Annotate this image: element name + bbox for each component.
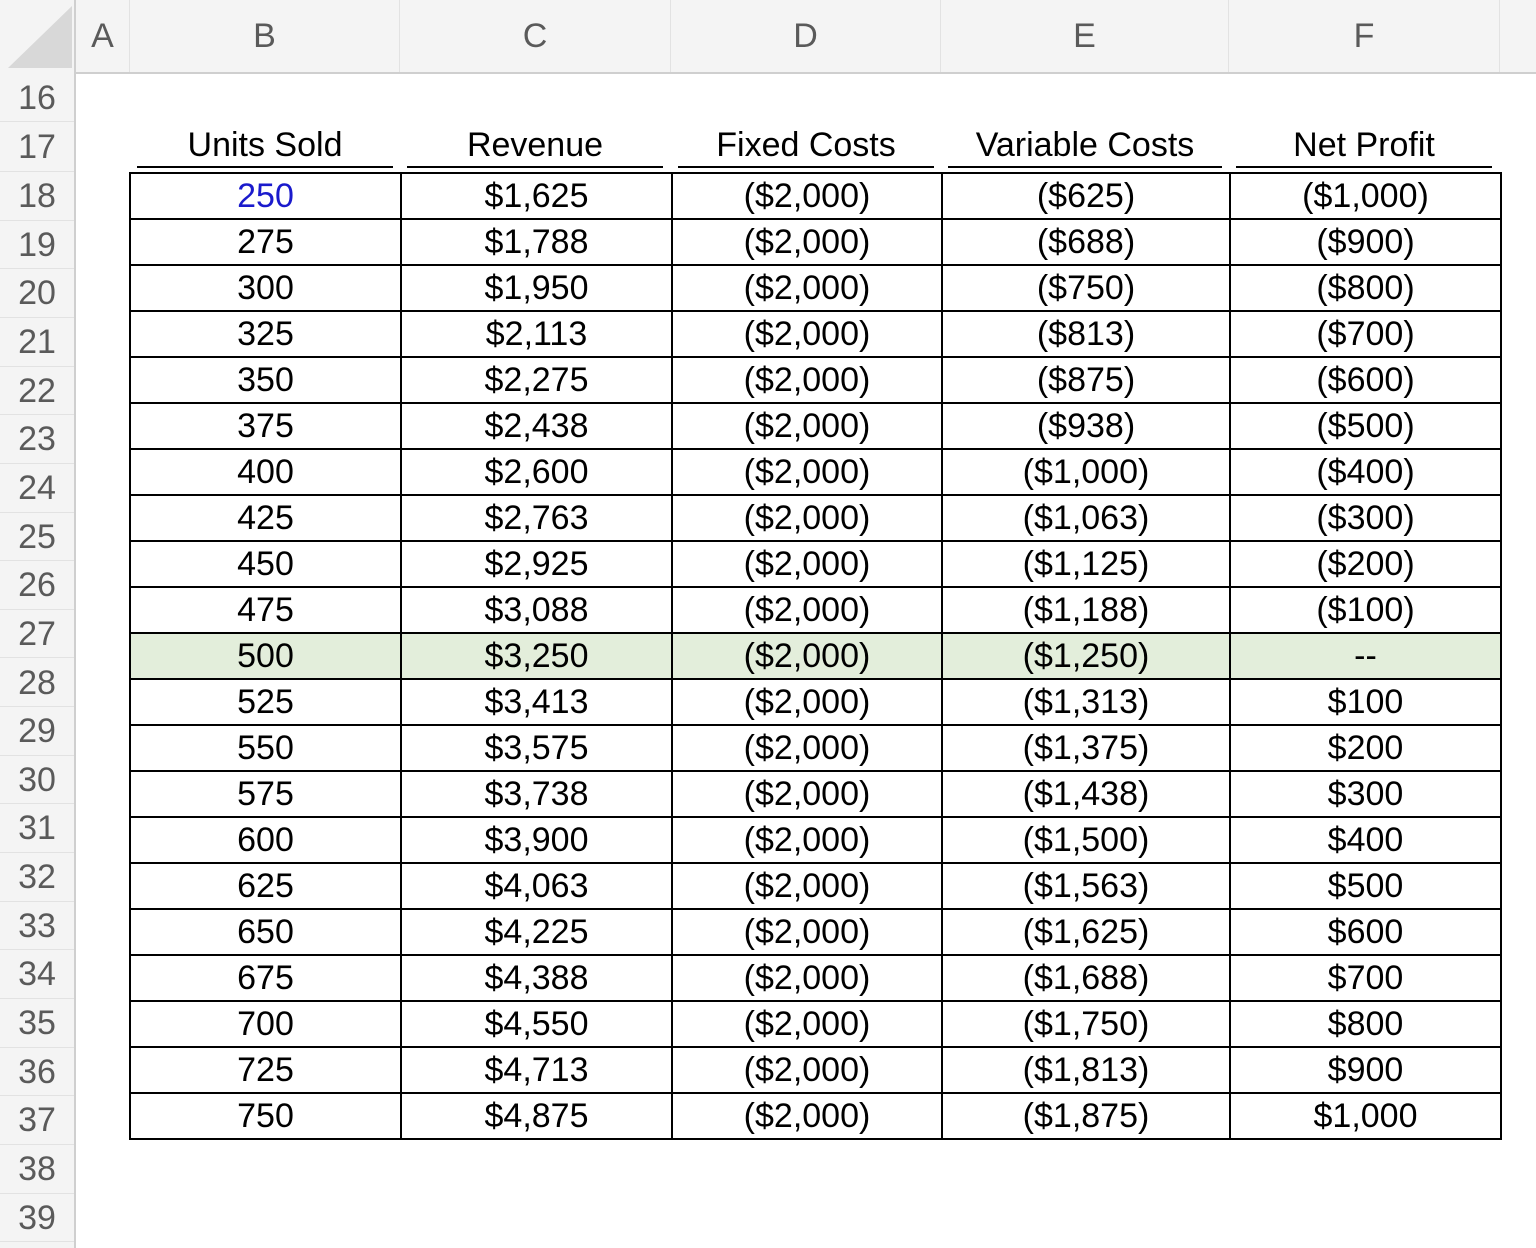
row-header-34[interactable]: 34 bbox=[0, 950, 74, 999]
cell-variable-costs[interactable]: ($1,750) bbox=[942, 1001, 1230, 1047]
header-fixed-costs[interactable]: Fixed Costs bbox=[678, 122, 934, 168]
breakeven-table bbox=[129, 172, 1502, 1140]
cell-revenue[interactable]: $4,063 bbox=[401, 863, 672, 909]
cell-variable-costs[interactable]: ($1,688) bbox=[942, 955, 1230, 1001]
cell-net-profit[interactable]: $100 bbox=[1230, 679, 1501, 725]
cell-net-profit[interactable]: $1,000 bbox=[1230, 1093, 1501, 1139]
cell-net-profit[interactable]: ($400) bbox=[1230, 449, 1501, 495]
row-header-22[interactable]: 22 bbox=[0, 367, 74, 416]
cell-units-sold[interactable]: 425 bbox=[130, 495, 401, 541]
cell-net-profit[interactable]: ($600) bbox=[1230, 357, 1501, 403]
cell-net-profit[interactable]: $200 bbox=[1230, 725, 1501, 771]
cell-revenue[interactable]: $1,950 bbox=[401, 265, 672, 311]
cell-variable-costs[interactable]: ($875) bbox=[942, 357, 1230, 403]
row-header-30[interactable]: 30 bbox=[0, 756, 74, 805]
cell-revenue[interactable]: $2,113 bbox=[401, 311, 672, 357]
cell-variable-costs[interactable]: ($750) bbox=[942, 265, 1230, 311]
row-header-29[interactable]: 29 bbox=[0, 707, 74, 756]
row-header-26[interactable]: 26 bbox=[0, 561, 74, 610]
cell-net-profit[interactable]: -- bbox=[1230, 633, 1501, 679]
cell-fixed-costs[interactable]: ($2,000) bbox=[672, 357, 942, 403]
cell-units-sold[interactable]: 325 bbox=[130, 311, 401, 357]
cell-units-sold[interactable]: 400 bbox=[130, 449, 401, 495]
cell-variable-costs[interactable]: ($1,625) bbox=[942, 909, 1230, 955]
table-row bbox=[130, 1093, 1501, 1139]
cell-variable-costs[interactable]: ($688) bbox=[942, 219, 1230, 265]
table-row bbox=[130, 357, 1501, 403]
table-row bbox=[130, 817, 1501, 863]
row-header-37[interactable]: 37 bbox=[0, 1096, 74, 1145]
header-variable-costs[interactable]: Variable Costs bbox=[948, 122, 1222, 168]
cell-fixed-costs[interactable]: ($2,000) bbox=[672, 863, 942, 909]
cell-variable-costs[interactable]: ($1,063) bbox=[942, 495, 1230, 541]
cell-variable-costs[interactable]: ($625) bbox=[942, 173, 1230, 219]
header-units-sold[interactable]: Units Sold bbox=[137, 122, 393, 168]
row-header-38[interactable]: 38 bbox=[0, 1145, 74, 1194]
cell-variable-costs[interactable]: ($1,313) bbox=[942, 679, 1230, 725]
cell-fixed-costs[interactable]: ($2,000) bbox=[672, 1047, 942, 1093]
cell-fixed-costs[interactable]: ($2,000) bbox=[672, 633, 942, 679]
cell-units-sold[interactable]: 475 bbox=[130, 587, 401, 633]
row-header-bar bbox=[0, 74, 76, 1248]
cell-revenue[interactable]: $4,550 bbox=[401, 1001, 672, 1047]
cell-revenue[interactable]: $4,875 bbox=[401, 1093, 672, 1139]
cell-fixed-costs[interactable]: ($2,000) bbox=[672, 541, 942, 587]
cell-units-sold[interactable]: 350 bbox=[130, 357, 401, 403]
cell-revenue[interactable]: $3,575 bbox=[401, 725, 672, 771]
table-row bbox=[130, 495, 1501, 541]
row-header-21[interactable]: 21 bbox=[0, 318, 74, 367]
cell-revenue[interactable]: $2,763 bbox=[401, 495, 672, 541]
column-header-a[interactable]: A bbox=[76, 0, 130, 72]
row-header-31[interactable]: 31 bbox=[0, 804, 74, 853]
cell-fixed-costs[interactable]: ($2,000) bbox=[672, 311, 942, 357]
cell-net-profit[interactable]: $700 bbox=[1230, 955, 1501, 1001]
table-row bbox=[130, 219, 1501, 265]
table-row bbox=[130, 311, 1501, 357]
cell-revenue[interactable]: $1,788 bbox=[401, 219, 672, 265]
cell-fixed-costs[interactable]: ($2,000) bbox=[672, 817, 942, 863]
cell-fixed-costs[interactable]: ($2,000) bbox=[672, 909, 942, 955]
cell-units-sold[interactable]: 375 bbox=[130, 403, 401, 449]
cell-revenue[interactable]: $3,738 bbox=[401, 771, 672, 817]
cell-revenue[interactable]: $2,438 bbox=[401, 403, 672, 449]
cell-units-sold[interactable]: 250 bbox=[130, 173, 401, 219]
cell-variable-costs[interactable]: ($1,000) bbox=[942, 449, 1230, 495]
table-row bbox=[130, 403, 1501, 449]
cell-fixed-costs[interactable]: ($2,000) bbox=[672, 219, 942, 265]
cell-revenue[interactable]: $2,925 bbox=[401, 541, 672, 587]
cell-variable-costs[interactable]: ($1,438) bbox=[942, 771, 1230, 817]
cell-units-sold[interactable]: 300 bbox=[130, 265, 401, 311]
row-header-33[interactable]: 33 bbox=[0, 902, 74, 951]
cell-net-profit[interactable]: $800 bbox=[1230, 1001, 1501, 1047]
cell-net-profit[interactable]: $600 bbox=[1230, 909, 1501, 955]
cell-fixed-costs[interactable]: ($2,000) bbox=[672, 587, 942, 633]
cell-fixed-costs[interactable]: ($2,000) bbox=[672, 173, 942, 219]
cell-revenue[interactable]: $3,900 bbox=[401, 817, 672, 863]
cell-units-sold[interactable]: 275 bbox=[130, 219, 401, 265]
cell-revenue[interactable]: $2,600 bbox=[401, 449, 672, 495]
cell-units-sold[interactable]: 650 bbox=[130, 909, 401, 955]
cell-units-sold[interactable]: 500 bbox=[130, 633, 401, 679]
cell-units-sold[interactable]: 750 bbox=[130, 1093, 401, 1139]
cell-fixed-costs[interactable]: ($2,000) bbox=[672, 495, 942, 541]
table-row-breakeven bbox=[130, 633, 1501, 679]
cell-variable-costs[interactable]: ($1,875) bbox=[942, 1093, 1230, 1139]
cell-variable-costs[interactable]: ($1,563) bbox=[942, 863, 1230, 909]
cell-revenue[interactable]: $3,088 bbox=[401, 587, 672, 633]
cell-net-profit[interactable]: $400 bbox=[1230, 817, 1501, 863]
cell-fixed-costs[interactable]: ($2,000) bbox=[672, 403, 942, 449]
row-header-18[interactable]: 18 bbox=[0, 172, 74, 221]
cell-variable-costs[interactable]: ($1,375) bbox=[942, 725, 1230, 771]
row-header-20[interactable]: 20 bbox=[0, 269, 74, 318]
column-header-f[interactable]: F bbox=[1229, 0, 1500, 72]
cell-fixed-costs[interactable]: ($2,000) bbox=[672, 265, 942, 311]
column-header-bar bbox=[0, 0, 1536, 74]
cell-net-profit[interactable]: ($1,000) bbox=[1230, 173, 1501, 219]
cell-net-profit[interactable]: $300 bbox=[1230, 771, 1501, 817]
cell-fixed-costs[interactable]: ($2,000) bbox=[672, 771, 942, 817]
cell-fixed-costs[interactable]: ($2,000) bbox=[672, 955, 942, 1001]
cell-net-profit[interactable]: ($700) bbox=[1230, 311, 1501, 357]
cell-revenue[interactable]: $2,275 bbox=[401, 357, 672, 403]
cell-fixed-costs[interactable]: ($2,000) bbox=[672, 449, 942, 495]
row-header-27[interactable]: 27 bbox=[0, 610, 74, 659]
row-header-19[interactable]: 19 bbox=[0, 221, 74, 270]
table-row bbox=[130, 1001, 1501, 1047]
select-all-button[interactable] bbox=[0, 0, 76, 74]
cell-net-profit[interactable]: $900 bbox=[1230, 1047, 1501, 1093]
cell-units-sold[interactable]: 550 bbox=[130, 725, 401, 771]
column-header-g-partial[interactable] bbox=[1500, 0, 1536, 72]
table-row bbox=[130, 725, 1501, 771]
cell-net-profit[interactable]: $500 bbox=[1230, 863, 1501, 909]
cell-variable-costs[interactable]: ($1,250) bbox=[942, 633, 1230, 679]
header-net-profit[interactable]: Net Profit bbox=[1236, 122, 1492, 168]
cell-revenue[interactable]: $1,625 bbox=[401, 173, 672, 219]
cell-units-sold[interactable]: 450 bbox=[130, 541, 401, 587]
cell-variable-costs[interactable]: ($1,813) bbox=[942, 1047, 1230, 1093]
select-all-triangle-icon bbox=[8, 6, 72, 68]
cell-net-profit[interactable]: ($900) bbox=[1230, 219, 1501, 265]
row-header-23[interactable]: 23 bbox=[0, 415, 74, 464]
table-row bbox=[130, 955, 1501, 1001]
cell-units-sold[interactable]: 725 bbox=[130, 1047, 401, 1093]
row-header-32[interactable]: 32 bbox=[0, 853, 74, 902]
cell-variable-costs[interactable]: ($938) bbox=[942, 403, 1230, 449]
column-header-d[interactable]: D bbox=[671, 0, 941, 72]
column-header-e[interactable]: E bbox=[941, 0, 1229, 72]
cell-variable-costs[interactable]: ($813) bbox=[942, 311, 1230, 357]
column-header-b[interactable]: B bbox=[130, 0, 400, 72]
row-header-28[interactable]: 28 bbox=[0, 659, 74, 708]
table-row bbox=[130, 173, 1501, 219]
cell-units-sold[interactable]: 675 bbox=[130, 955, 401, 1001]
cell-revenue[interactable]: $3,250 bbox=[401, 633, 672, 679]
row-header-17[interactable]: 17 bbox=[0, 122, 74, 172]
row-header-25[interactable]: 25 bbox=[0, 513, 74, 562]
table-row bbox=[130, 909, 1501, 955]
cell-fixed-costs[interactable]: ($2,000) bbox=[672, 679, 942, 725]
column-header-c[interactable]: C bbox=[400, 0, 671, 72]
row-header-39[interactable]: 39 bbox=[0, 1194, 74, 1242]
cell-net-profit[interactable]: ($200) bbox=[1230, 541, 1501, 587]
cell-net-profit[interactable]: ($800) bbox=[1230, 265, 1501, 311]
table-row bbox=[130, 679, 1501, 725]
cell-units-sold[interactable]: 525 bbox=[130, 679, 401, 725]
cell-units-sold[interactable]: 575 bbox=[130, 771, 401, 817]
table-row bbox=[130, 771, 1501, 817]
cell-net-profit[interactable]: ($300) bbox=[1230, 495, 1501, 541]
table-row bbox=[130, 449, 1501, 495]
cell-units-sold[interactable]: 625 bbox=[130, 863, 401, 909]
table-row bbox=[130, 863, 1501, 909]
cell-revenue[interactable]: $4,713 bbox=[401, 1047, 672, 1093]
table-row bbox=[130, 1047, 1501, 1093]
row-header-24[interactable]: 24 bbox=[0, 464, 74, 513]
table-row bbox=[130, 587, 1501, 633]
cell-fixed-costs[interactable]: ($2,000) bbox=[672, 1093, 942, 1139]
cell-fixed-costs[interactable]: ($2,000) bbox=[672, 1001, 942, 1047]
table-row bbox=[130, 541, 1501, 587]
header-revenue[interactable]: Revenue bbox=[407, 122, 663, 168]
row-header-16[interactable]: 16 bbox=[0, 74, 74, 122]
cell-variable-costs[interactable]: ($1,500) bbox=[942, 817, 1230, 863]
cell-revenue[interactable]: $4,225 bbox=[401, 909, 672, 955]
cell-net-profit[interactable]: ($100) bbox=[1230, 587, 1501, 633]
cell-revenue[interactable]: $4,388 bbox=[401, 955, 672, 1001]
cell-net-profit[interactable]: ($500) bbox=[1230, 403, 1501, 449]
row-header-36[interactable]: 36 bbox=[0, 1048, 74, 1097]
cell-fixed-costs[interactable]: ($2,000) bbox=[672, 725, 942, 771]
cell-variable-costs[interactable]: ($1,125) bbox=[942, 541, 1230, 587]
cell-units-sold[interactable]: 600 bbox=[130, 817, 401, 863]
row-header-35[interactable]: 35 bbox=[0, 999, 74, 1048]
cell-units-sold[interactable]: 700 bbox=[130, 1001, 401, 1047]
cell-revenue[interactable]: $3,413 bbox=[401, 679, 672, 725]
cell-variable-costs[interactable]: ($1,188) bbox=[942, 587, 1230, 633]
table-row bbox=[130, 265, 1501, 311]
